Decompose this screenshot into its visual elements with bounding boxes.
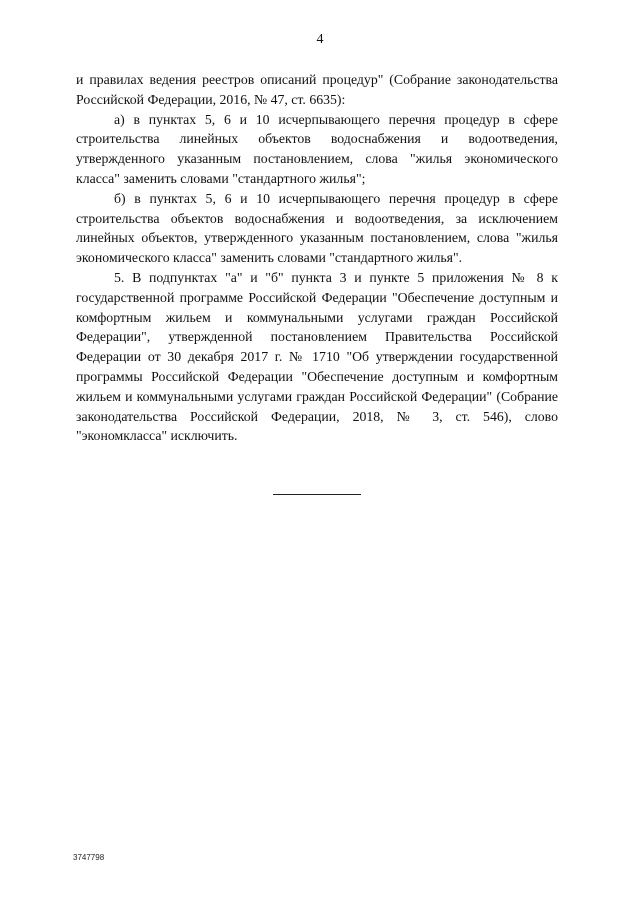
document-body	[76, 70, 558, 446]
page-number: 4	[316, 32, 324, 47]
end-divider-line	[273, 494, 361, 495]
paragraph-continuation: и правилах ведения реестров описаний процедур" (Собрание законодательства Российской Федерации, 2016, № 47, ст. 6635):	[76, 72, 558, 107]
paragraph-subitem-a: а) в пунктах 5, 6 и 10 исчерпывающего перечня процедур в сфере строительства линейных объектов водоснабжения и водоотведения, утвержденного указанным постановлением, слова "жилья экономического класса" заменить словами "стандартного жилья";	[76, 111, 558, 186]
paragraph-item-5: 5. В подпунктах "а" и "б" пункта 3 и пункте 5 приложения № 8 к государственной программе Российской Федерации "Обеспечение доступным и комфортным жильем и коммунальными услугами граждан Российской Федерации", утвержденной постановлением Правительства Российской Федерации от 30 декабря 2017 г. № 1710 "Об утверждении государственной программы Российской Федерации "Обеспечение доступным и комфортным жильем и коммунальными услугами граждан Российской Федерации" (Собрание законодательства Российской Федерации, 2018, № 3, ст. 546), слово "экономкласса" исключить.	[76, 269, 558, 444]
paragraph-subitem-b: б) в пунктах 5, 6 и 10 исчерпывающего перечня процедур в сфере строительства объектов водоснабжения и водоотведения, за исключением линейных объектов, утвержденного указанным постановлением, слова "жилья экономического класса" заменить словами "стандартного жилья".	[76, 190, 558, 266]
document-id: 3747798	[73, 853, 105, 862]
